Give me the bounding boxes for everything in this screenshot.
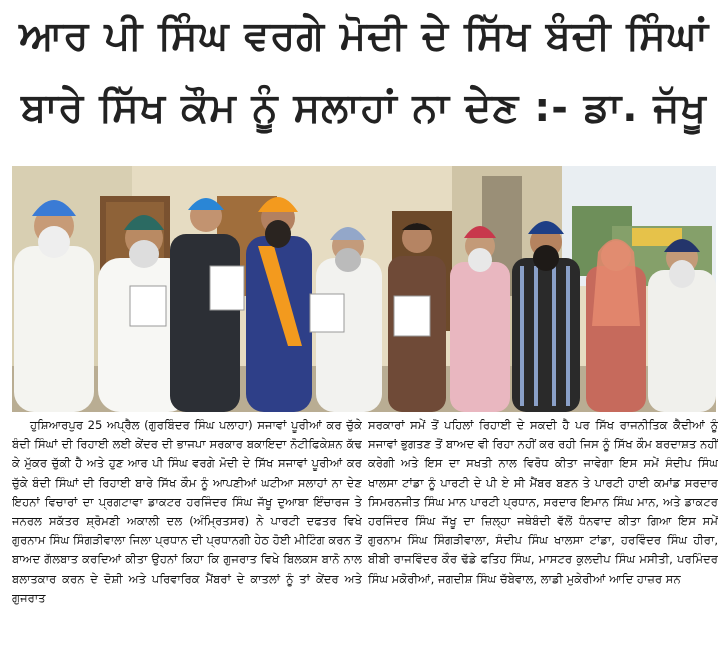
article-column-left [12,416,362,652]
group-photo [12,166,716,412]
article-text-left: ਹੁਸ਼ਿਆਰਪੁਰ 25 ਅਪ੍ਰੈਲ (ਗੁਰਬਿੰਦਰ ਸਿੰਘ ਪਲਾਹਾ) ਸਜਾਵਾਂ ਪੂਰੀਆਂ ਕਰ ਚੁੱਕੇ ਬੰਦੀ ਸਿੰਘਾਂ ਦੀ ਰਿਹਾਈ ਲਈ ਕੇਂਦਰ ਦੀ ਭਾਜਪਾ ਸਰਕਾਰ ਬਕਾਇਦਾ ਨੋਟੀਫਿਕੇਸ਼ਨ ਕੱਢ ਕੇ ਮੁੱਕਰ ਚੁੱਕੀ ਹੈ ਅਤੇ ਹੁਣ ਆਰ ਪੀ ਸਿੰਘ ਵਰਗੇ ਮੋਦੀ ਦੇ ਸਿੱਖ ਸਜਾਵਾਂ ਪੂਰੀਆਂ ਕਰ ਚੁੱਕੇ ਬੰਦੀ ਸਿੰਘਾਂ ਦੀ ਰਿਹਾਈ ਬਾਰੇ ਸਿੱਖ ਕੌਮ ਨੂੰ ਆਪਣੀਆਂ ਘਟੀਆ ਸਲਾਹਾਂ ਨਾ ਦੇਣ ਇਹਨਾਂ ਵਿਚਾਰਾਂ ਦਾ ਪ੍ਰਗਟਾਵਾ ਡਾਕਟਰ ਹਰਜਿੰਦਰ ਸਿੰਘ ਜੱਖੂ ਦੁਆਬਾ ਇੰਚਾਰਜ ਤੇ ਜਨਰਲ ਸਕੱਤਰ ਸ਼੍ਰੋਮਣੀ ਅਕਾਲੀ ਦਲ (ਅੰਮ੍ਰਿਤਸਰ) ਨੇ ਪਾਰਟੀ ਦਫਤਰ ਵਿਖੇ ਗੁਰਨਾਮ ਸਿੰਘ ਸਿੰਗੜੀਵਾਲਾ ਜਿਲਾ ਪ੍ਰਧਾਨ ਦੀ ਪ੍ਰਧਾਨਗੀ ਹੇਠ ਹੋਈ ਮੀਟਿੰਗ ਕਰਨ ਤੋਂ ਬਾਅਦ ਗੱਲਬਾਤ ਕਰਦਿਆਂ ਕੀਤਾ ਉਹਨਾਂ ਕਿਹਾ ਕਿ ਗੁਜਰਾਤ ਵਿਖੇ ਬਿਲਕਸ ਬਾਨੋ ਨਾਲ ਬਲਾਤਕਾਰ ਕਰਨ ਦੇ ਦੋਸ਼ੀ ਅਤੇ ਪਰਿਵਾਰਿਕ ਮੈਂਬਰਾਂ ਦੇ ਕਾਤਲਾਂ ਨੂੰ ਤਾਂ ਕੇਂਦਰ ਅਤੇ ਗੁਜਰਾਤ [12,418,362,605]
article-text-right: ਸਰਕਾਰਾਂ ਸਮੇਂ ਤੋਂ ਪਹਿਲਾਂ ਰਿਹਾਈ ਦੇ ਸਕਦੀ ਹੈ ਪਰ ਸਿੱਖ ਰਾਜਨੀਤਿਕ ਕੈਦੀਆਂ ਨੂੰ ਸਜਾਵਾਂ ਭੁਗਤਣ ਤੋਂ ਬਾਅਦ ਵੀ ਰਿਹਾ ਨਹੀਂ ਕਰ ਰਹੀ ਜਿਸ ਨੂੰ ਸਿੱਖ ਕੌਮ ਬਰਦਾਸ਼ਤ ਨਹੀਂ ਕਰੇਗੀ ਅਤੇ ਇਸ ਦਾ ਸਖਤੀ ਨਾਲ ਵਿਰੋਧ ਕੀਤਾ ਜਾਵੇਗਾ ਇਸ ਸਮੇਂ ਸੰਦੀਪ ਸਿੰਘ ਖਾਲਸਾ ਟਾਂਡਾ ਨੂੰ ਪਾਰਟੀ ਦੇ ਪੀ ਏ ਸੀ ਮੈਂਬਰ ਬਣਨ ਤੇ ਪਾਰਟੀ ਹਾਈ ਕਮਾਂਡ ਸਰਦਾਰ ਸਿਮਰਨਜੀਤ ਸਿੰਘ ਮਾਨ ਪਾਰਟੀ ਪ੍ਰਧਾਨ, ਸਰਦਾਰ ਇਮਾਨ ਸਿੰਘ ਮਾਨ, ਅਤੇ ਡਾਕਟਰ ਹਰਜਿੰਦਰ ਸਿੰਘ ਜੱਖੂ ਦਾ ਜ਼ਿਲ੍ਹਾ ਜਥੇਬੰਦੀ ਵੱਲੋਂ ਧੰਨਵਾਦ ਕੀਤਾ ਗਿਆ ਇਸ ਸਮੇਂ ਗੁਰਨਾਮ ਸਿੰਘ ਸਿੰਗੜੀਵਾਲਾ, ਸੰਦੀਪ ਸਿੰਘ ਖਾਲਸਾ ਟਾਂਡਾ, ਹਰਵਿੰਦਰ ਸਿੰਘ ਹੀਰਾ, ਬੀਬੀ ਰਾਜਵਿੰਦਰ ਕੌਰ ਢੱਡੇ ਫਤਿਹ ਸਿੰਘ, ਮਾਸਟਰ ਕੁਲਦੀਪ ਸਿੰਘ ਮਸੀਤੀ, ਪਰਮਿੰਦਰ ਸਿੰਘ ਮਕੋਰੀਆਂ, ਜਗਦੀਸ਼ ਸਿੰਘ ਚੱਬੇਵਾਲ, ਲਾਡੀ ਮੁਕੇਰੀਆਂ ਆਦਿ ਹਾਜ਼ਰ ਸਨ [368,418,718,586]
headline-line-2: ਬਾਰੇ ਸਿੱਖ ਕੌਮ ਨੂੰ ਸਲਾਹਾਂ ਨਾ ਦੇਣ :- ਡਾ. ਜੱਖੂ [21,85,707,131]
article-column-right [368,416,718,652]
headline-line-1: ਆਰ ਪੀ ਸਿੰਘ ਵਰਗੇ ਮੋਦੀ ਦੇ ਸਿੱਖ ਬੰਦੀ ਸਿੰਘਾਂ [19,13,709,59]
